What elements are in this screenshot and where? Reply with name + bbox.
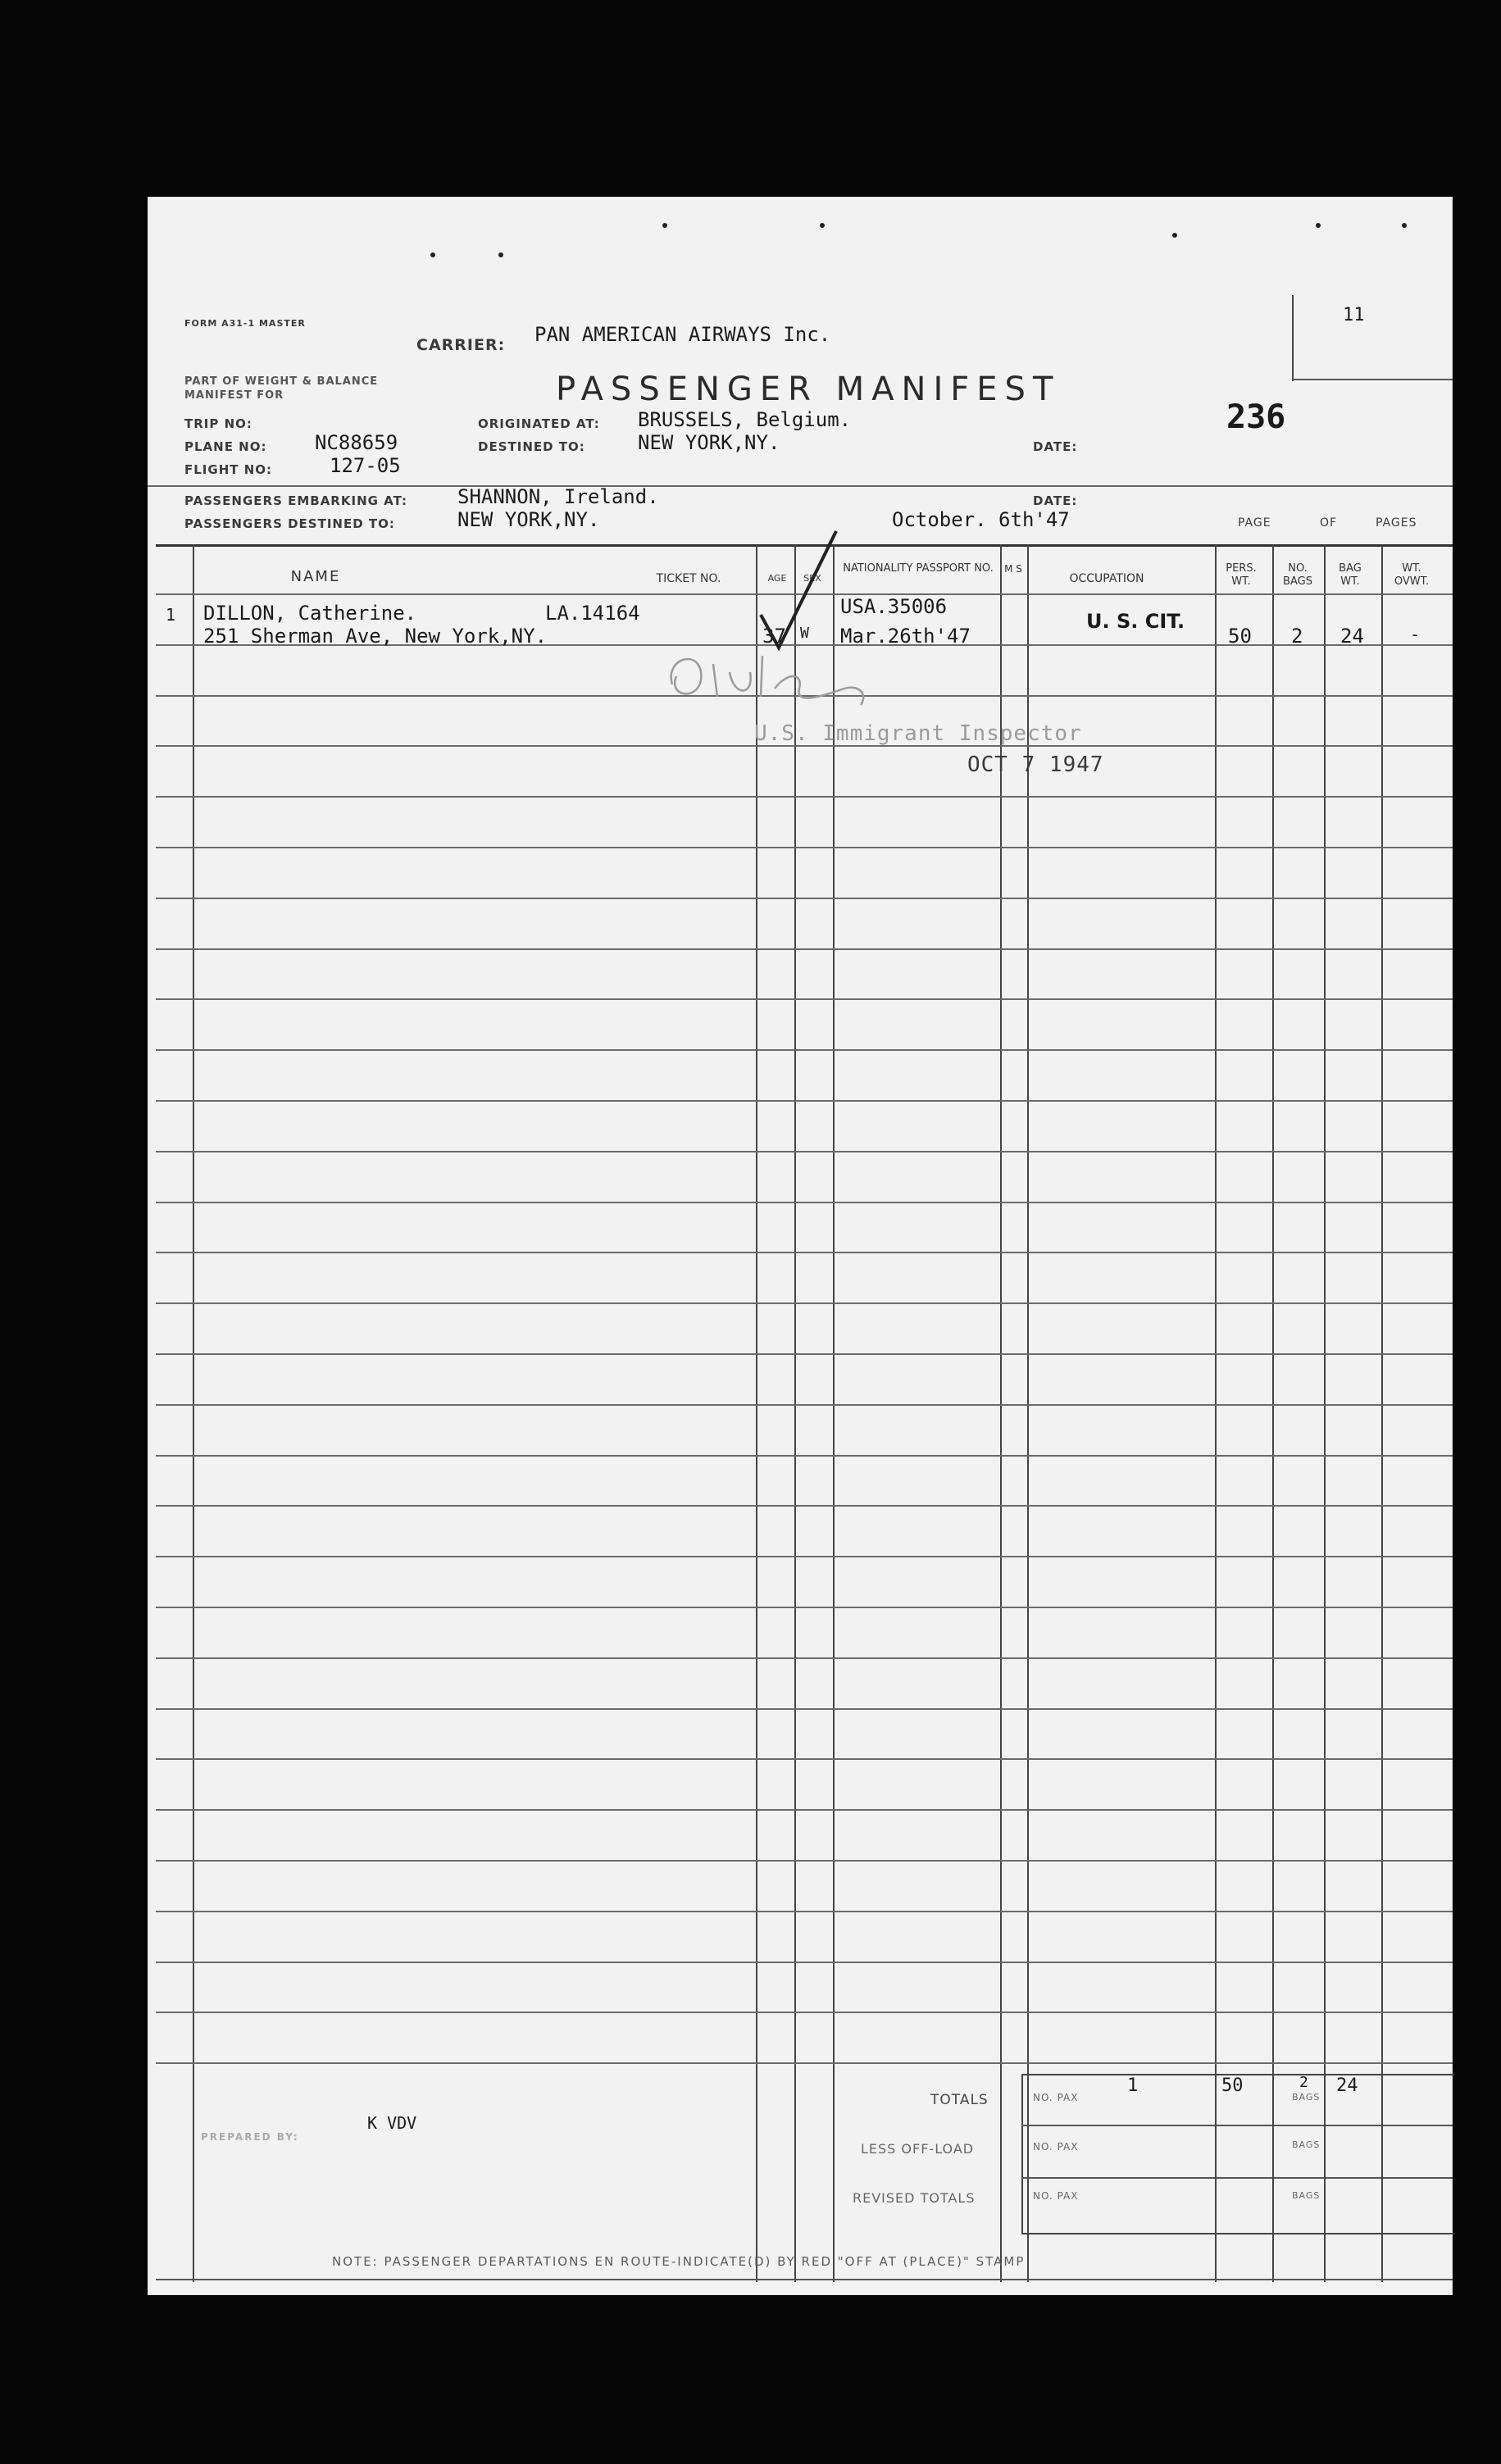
table-row [156, 1607, 1453, 1608]
table-row [156, 1302, 1453, 1304]
passengers-destined-label: PASSENGERS DESTINED TO: [184, 516, 395, 531]
table-row [156, 1962, 1453, 1963]
off-load-label: LESS OFF-LOAD [861, 2141, 975, 2157]
table-row [156, 1252, 1453, 1253]
col-divider [1324, 544, 1326, 2282]
table-row [156, 948, 1453, 950]
col-header-wt-ovwt: WT. OVWT. [1394, 562, 1430, 588]
total-bag-wt: 24 [1336, 2075, 1358, 2096]
col-divider [1272, 544, 1274, 2282]
date2-label: DATE: [1033, 493, 1078, 508]
part-of-label-1: PART OF WEIGHT & BALANCE [184, 375, 379, 388]
manifest-number: 236 [1226, 398, 1286, 436]
totals-col [1272, 2074, 1274, 2231]
originated-label: ORIGINATED AT: [478, 416, 600, 431]
table-row [156, 1353, 1453, 1355]
total-pax: 1 [1127, 2075, 1139, 2096]
part-of-label-2: MANIFEST FOR [184, 389, 284, 402]
table-row [156, 1708, 1453, 1710]
col-divider [1381, 544, 1383, 2282]
passenger-occupation: U. S. CIT. [1086, 610, 1185, 633]
passenger-sex: W [800, 625, 809, 642]
document-title: PASSENGER MANIFEST [556, 371, 1061, 408]
col-header-bag-wt: BAG WT. [1339, 562, 1362, 588]
destined-label: DESTINED TO: [478, 439, 585, 454]
table-row [156, 898, 1453, 899]
page-label: PAGE [1238, 516, 1271, 530]
table-row [156, 1657, 1453, 1659]
carrier-value: PAN AMERICAN AIRWAYS Inc. [534, 323, 831, 346]
col-header-name: NAME [290, 568, 341, 585]
plane-no-value: NC88659 [315, 431, 398, 454]
col-header-no-bags: NO. BAGS [1283, 562, 1312, 588]
page-top-number: 11 [1343, 305, 1365, 325]
table-row [156, 796, 1453, 798]
col-divider [1027, 544, 1029, 2282]
no-pax-label-3: NO. PAX [1033, 2190, 1079, 2202]
table-row [156, 1151, 1453, 1152]
table-row [156, 847, 1453, 848]
passenger-address: 251 Sherman Ave, New York,NY. [203, 625, 548, 648]
total-bags: 2 [1299, 2074, 1308, 2091]
date-label: DATE: [1033, 439, 1078, 454]
passenger-passport: USA.35006 [840, 595, 948, 618]
prepared-by-value: K VDV [367, 2113, 417, 2133]
table-row [156, 2012, 1453, 2013]
col-header-occupation: OCCUPATION [1069, 572, 1144, 585]
totals-label: TOTALS [930, 2092, 989, 2108]
totals-box [1021, 2074, 1454, 2234]
signature-scribble [656, 639, 885, 713]
pages-label: PAGES [1376, 516, 1417, 530]
totals-col [1381, 2074, 1383, 2231]
bags-label-1: BAGS [1292, 2092, 1321, 2103]
embarking-label: PASSENGERS EMBARKING AT: [184, 493, 408, 508]
table-row [156, 1202, 1453, 1203]
col-header-age: AGE [767, 573, 787, 584]
passenger-name: DILLON, Catherine. [203, 602, 417, 625]
table-row [156, 1505, 1453, 1507]
bags-label-2: BAGS [1292, 2139, 1321, 2150]
bags-label-3: BAGS [1292, 2190, 1321, 2201]
destined-value: NEW YORK,NY. [638, 431, 780, 454]
table-row [156, 1049, 1453, 1051]
col-header-sex: SEX [803, 573, 821, 584]
stamp-date: OCT 7 1947 [967, 752, 1104, 777]
prepared-by-label: PREPARED BY: [201, 2131, 299, 2143]
of-label: OF [1320, 516, 1338, 530]
revised-totals-label: REVISED TOTALS [853, 2190, 976, 2206]
footer-note: NOTE: PASSENGER DEPARTATIONS EN ROUTE-INDICATE(D) BY RED "OFF AT (PLACE)" STAMP [332, 2254, 1026, 2269]
passenger-passport-date: Mar.26th'47 [840, 625, 971, 648]
total-pers-wt: 50 [1221, 2075, 1244, 2096]
table-row [156, 1455, 1453, 1457]
passenger-bag-wt: 24 [1340, 625, 1364, 648]
col-header-ms: M S [1004, 563, 1022, 575]
manifest-page [148, 197, 1453, 2295]
passenger-wt-ovwt: - [1410, 625, 1421, 644]
table-row [156, 1556, 1453, 1557]
col-header-pers-wt: PERS. WT. [1226, 562, 1257, 588]
table-row [156, 1809, 1453, 1811]
table-row [156, 1758, 1453, 1760]
passenger-pers-wt: 50 [1228, 625, 1252, 648]
passengers-destined-value: NEW YORK,NY. [457, 508, 600, 531]
col-divider [193, 544, 194, 2282]
flight-no-value: 127-05 [330, 454, 401, 477]
originated-value: BRUSSELS, Belgium. [638, 408, 852, 431]
passenger-age: 37 [762, 625, 786, 648]
inspector-stamp: U.S. Immigrant Inspector [754, 721, 1082, 746]
passenger-no-bags: 2 [1291, 625, 1303, 648]
col-divider [833, 544, 835, 2282]
col-divider [794, 544, 796, 2282]
totals-row-rule [1021, 2125, 1453, 2126]
no-pax-label-2: NO. PAX [1033, 2141, 1079, 2153]
row-number: 1 [166, 605, 176, 625]
totals-top-rule [156, 2279, 1453, 2280]
table-row [156, 1860, 1453, 1862]
carrier-label: CARRIER: [416, 336, 506, 354]
embarking-value: SHANNON, Ireland. [457, 485, 659, 508]
trip-no-label: TRIP NO: [184, 416, 252, 431]
form-number: FORM A31-1 MASTER [184, 318, 306, 329]
col-divider [1000, 544, 1002, 2282]
table-row [156, 2062, 1453, 2064]
table-row [156, 1911, 1453, 1912]
table-row [156, 1100, 1453, 1102]
totals-row-rule [1021, 2177, 1453, 2179]
col-header-nationality: NATIONALITY PASSPORT NO. [843, 562, 994, 575]
col-divider [756, 544, 757, 2282]
flight-no-label: FLIGHT NO: [184, 462, 273, 477]
passenger-ticket: LA.14164 [545, 602, 640, 625]
no-pax-label-1: NO. PAX [1033, 2092, 1079, 2103]
table-row [156, 998, 1453, 1000]
col-header-ticket: TICKET NO. [656, 572, 721, 585]
plane-no-label: PLANE NO: [184, 439, 267, 454]
table-row [156, 1404, 1453, 1406]
date2-value: October. 6th'47 [892, 508, 1070, 531]
totals-col [1215, 2074, 1217, 2231]
passenger-table [148, 197, 1453, 2295]
col-divider [1215, 544, 1217, 2282]
totals-col [1324, 2074, 1326, 2231]
